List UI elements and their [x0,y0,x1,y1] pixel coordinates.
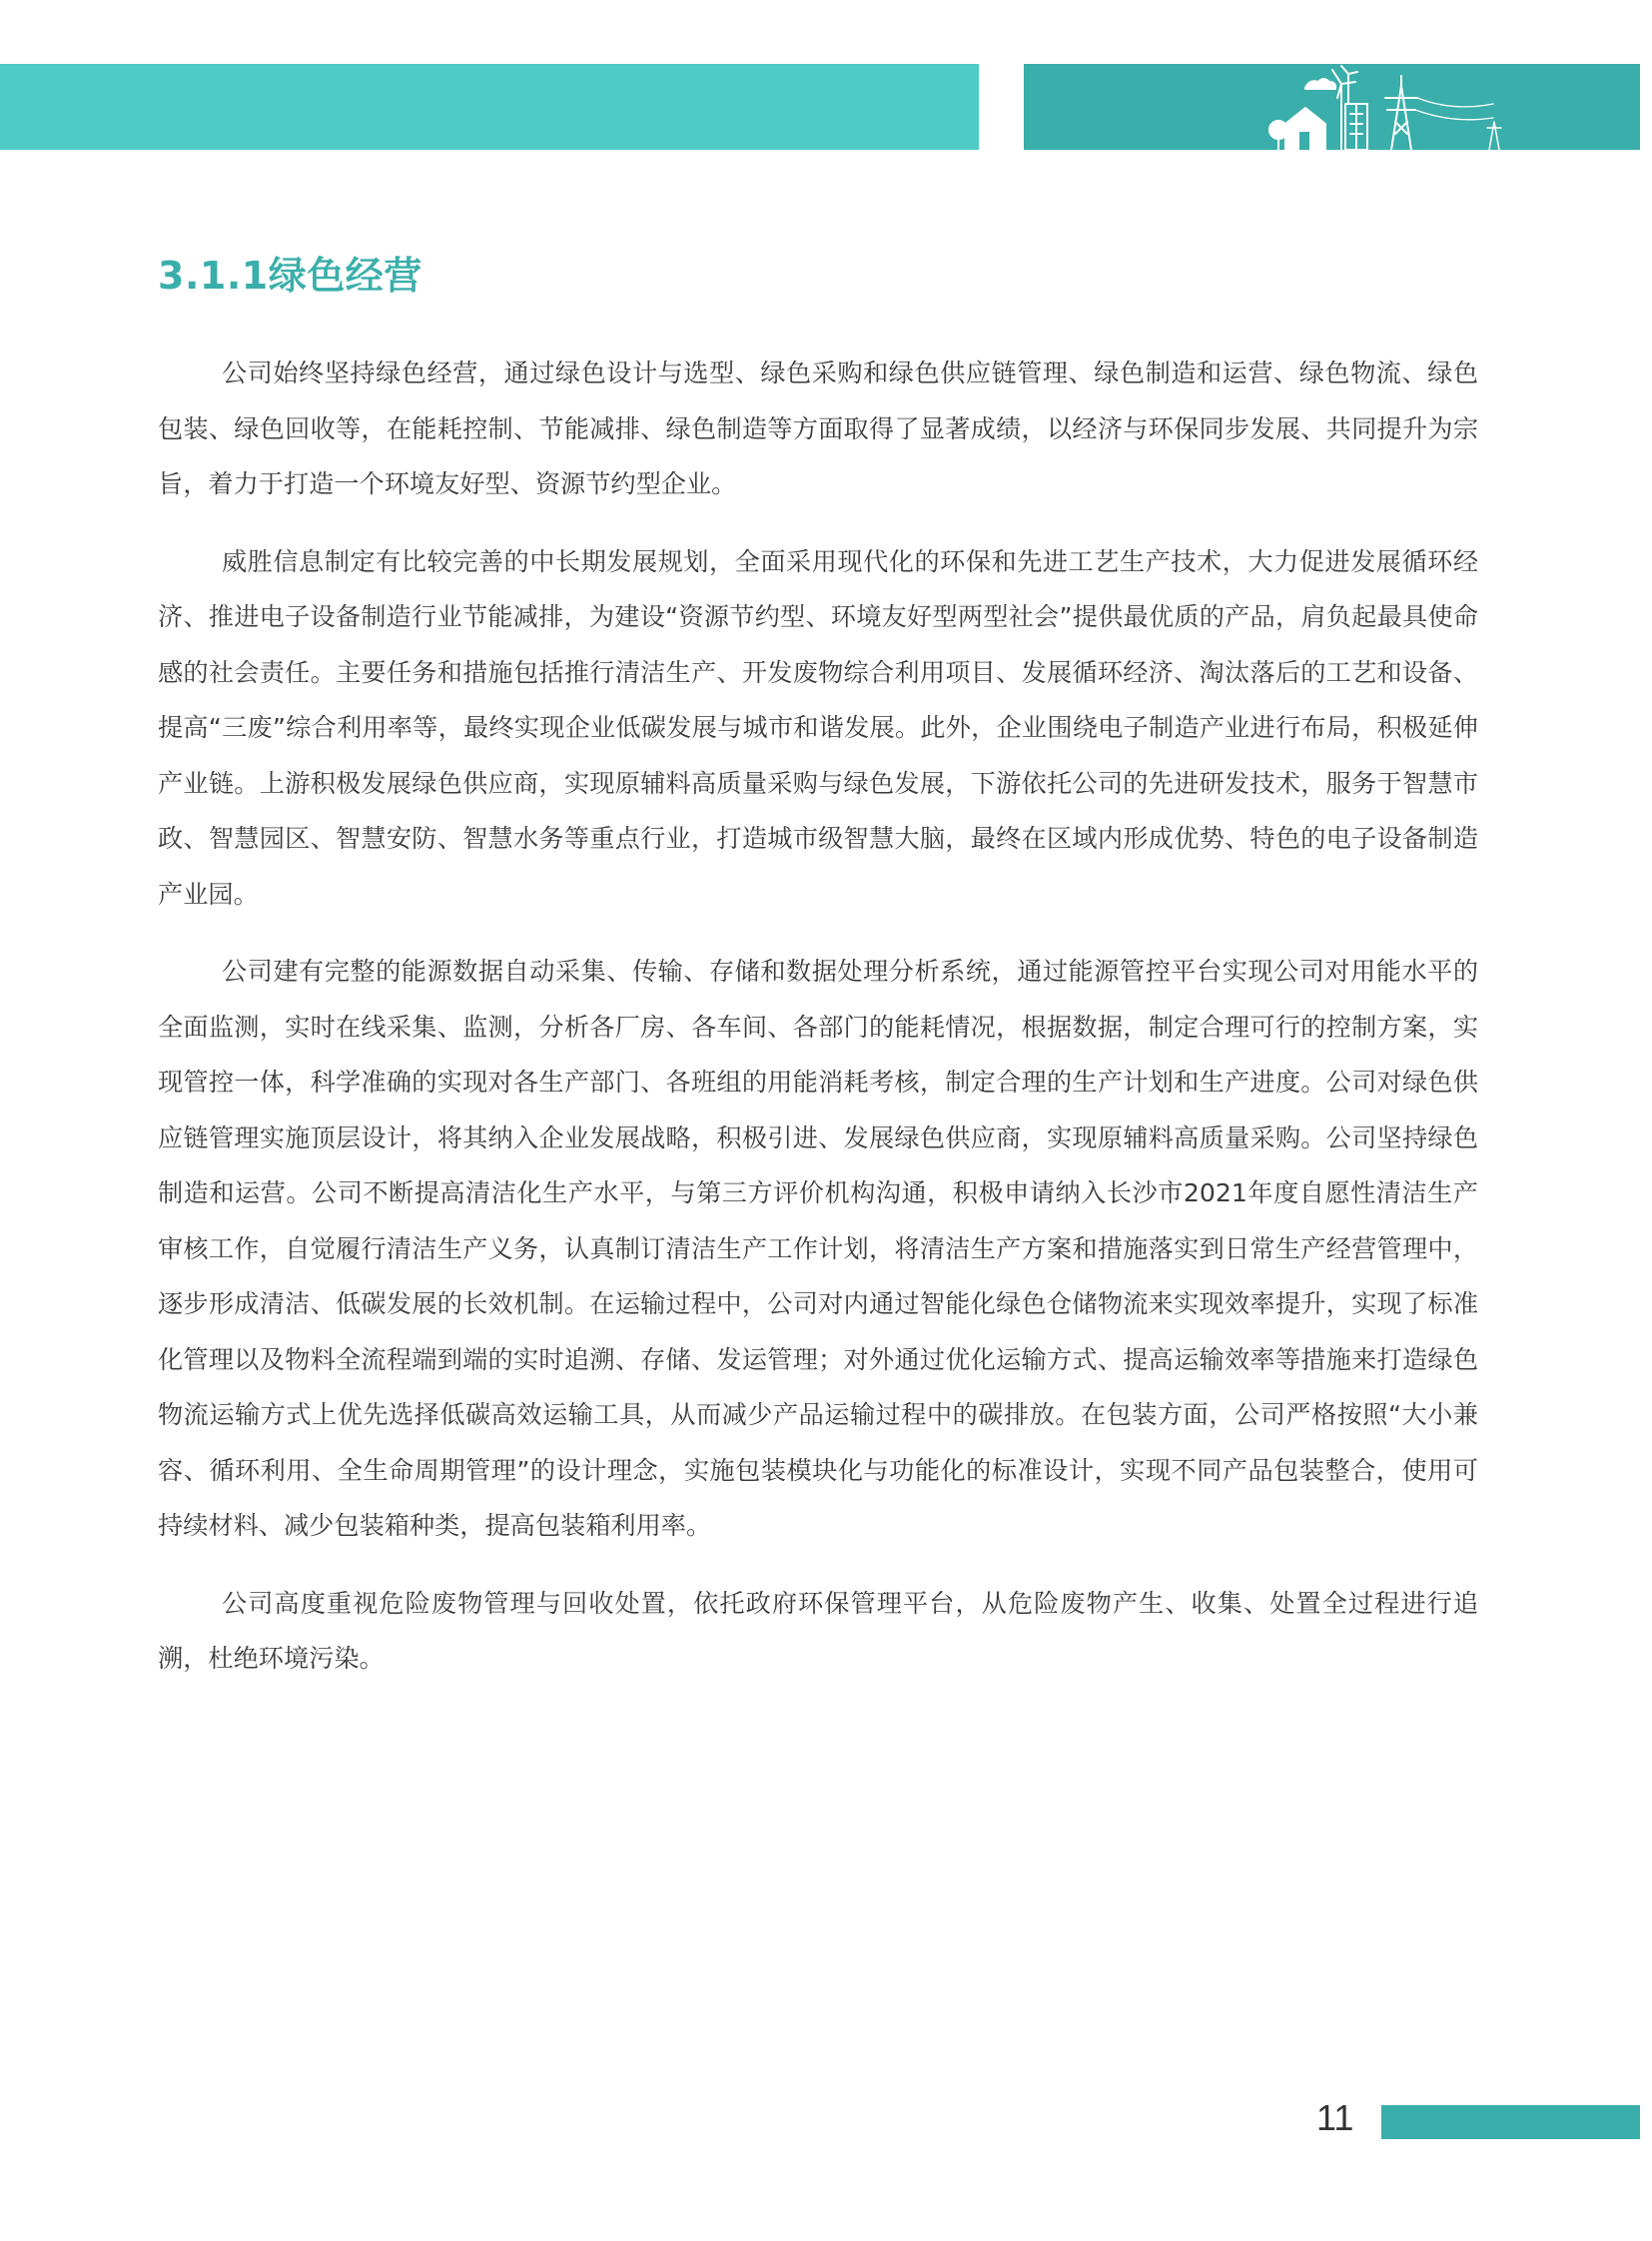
footer-bar [1381,2105,1640,2139]
header-bar-right [1024,64,1640,150]
header-bar-left [0,64,979,150]
city-energy-illustration [1024,64,1640,150]
paragraph: 公司高度重视危险废物管理与回收处置，依托政府环保管理平台，从危险废物产生、收集、处置全过程进行追溯，杜绝环境污染。 [158,1588,1478,1673]
section-title: 3.1.1绿色经营 [158,254,422,298]
paragraph: 威胜信息制定有比较完善的中长期发展规划，全面采用现代化的环保和先进工艺生产技术，大力促进发展循环经济、推进电子设备制造行业节能减排，为建设“资源节约型、环境友好型两型社会”提供最优质的产品，肩负起最具使命感的社会责任。主要任务和措施包括推行清洁生产、开发废物综合利用项目、发展循环经济、淘汰落后的工艺和设备、提高“三废”综合利用率等，最终实现企业低碳发展与城市和谐发展。此外，企业围绕电子制造产业进行布局，积极延伸产业链。上游积极发展绿色供应商，实现原辅料高质量采购与绿色发展，下游依托公司的先进研发技术，服务于智慧市政、智慧园区、智慧安防、智慧水务等重点行业，打造城市级智慧大脑，最终在区域内形成优势、特色的电子设备制造产业园。 [158,546,1478,909]
paragraph: 公司始终坚持绿色经营，通过绿色设计与选型、绿色采购和绿色供应链管理、绿色制造和运营、绿色物流、绿色包装、绿色回收等，在能耗控制、节能减排、绿色制造等方面取得了显著成绩，以经济与环保同步发展、共同提升为宗旨，着力于打造一个环境友好型、资源节约型企业。 [158,359,1478,498]
page-number: 11 [1316,2097,1354,2138]
paragraph: 公司建有完整的能源数据自动采集、传输、存储和数据处理分析系统，通过能源管控平台实现公司对用能水平的全面监测，实时在线采集、监测，分析各厂房、各车间、各部门的能耗情况，根据数据，制定合理可行的控制方案，实现管控一体，科学准确的实现对各生产部门、各班组的用能消耗考核，制定合理的生产计划和生产进度。公司对绿色供应链管理实施顶层设计，将其纳入企业发展战略，积极引进、发展绿色供应商，实现原辅料高质量采购。公司坚持绿色制造和运营。公司不断提高清洁化生产水平，与第三方评价机构沟通，积极申请纳入长沙市2021年度自愿性清洁生产审核工作，自觉履行清洁生产义务，认真制订清洁生产工作计划，将清洁生产方案和措施落实到日常生产经营管理中，逐步形成清洁、低碳发展的长效机制。在运输过程中，公司对内通过智能化绿色仓储物流来实现效率提升，实现了标准化管理以及物料全流程端到端的实时追溯、存储、发运管理；对外通过优化运输方式、提高运输效率等措施来打造绿色物流运输方式上优先选择低碳高效运输工具，从而减少产品运输过程中的碳排放。在包装方面，公司严格按照“大小兼容、循环利用、全生命周期管理”的设计理念，实施包装模块化与功能化的标准设计，实现不同产品包装整合，使用可持续材料、减少包装箱种类，提高包装箱利用率。 [158,957,1478,1540]
body-text [158,346,1478,1709]
